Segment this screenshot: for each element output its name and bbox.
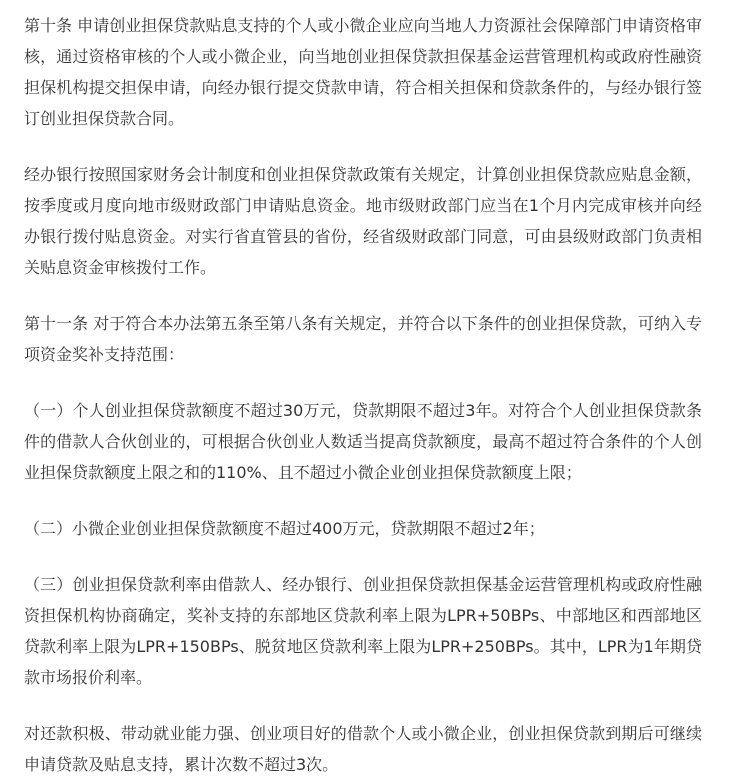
paragraph-item-3: （三）创业担保贷款利率由借款人、经办银行、创业担保贷款担保基金运营管理机构或政府性融资担保机构协商确定，奖补支持的东部地区贷款利率上限为LPR+50BPs、中部地区和西部地区贷款利率上限为LPR+150BPs、脱贫地区贷款利率上限为LPR+250BPs。其中，LPR为1年期贷款市场报价利率。	[24, 575, 702, 687]
paragraph-bank-subsidy: 经办银行按照国家财务会计制度和创业担保贷款政策有关规定，计算创业担保贷款应贴息金额，按季度或月度向地市级财政部门申请贴息资金。地市级财政部门应当在1个月内完成审核并向经办银行拨付贴息资金。对实行省直管县的省份，经省级财政部门同意，可由县级财政部门负责相关贴息资金审核拨付工作。	[24, 165, 702, 277]
paragraph-article-10: 第十条 申请创业担保贷款贴息支持的个人或小微企业应向当地人力资源社会保障部门申请资格审核，通过资格审核的个人或小微企业，向当地创业担保贷款担保基金运营管理机构或政府性融资担保机构提交担保申请，向经办银行提交贷款申请，符合相关担保和贷款条件的，与经办银行签订创业担保贷款合同。	[24, 16, 702, 128]
paragraph-item-2: （二）小微企业创业担保贷款额度不超过400万元，贷款期限不超过2年；	[24, 519, 545, 538]
paragraph-article-11: 第十一条 对于符合本办法第五条至第八条有关规定，并符合以下条件的创业担保贷款，可纳入专项资金奖补支持范围：	[24, 314, 702, 364]
paragraph-item-1: （一）个人创业担保贷款额度不超过30万元，贷款期限不超过3年。对符合个人创业担保贷款条件的借款人合伙创业的，可根据合伙创业人数适当提高贷款额度，最高不超过符合条件的个人创业担保贷款额度上限之和的110%、且不超过小微企业创业担保贷款额度上限；	[24, 401, 702, 482]
paragraph-repeat-loan: 对还款积极、带动就业能力强、创业项目好的借款个人或小微企业，创业担保贷款到期后可继续申请贷款及贴息支持，累计次数不超过3次。	[24, 724, 702, 774]
article-body	[24, 10, 702, 780]
